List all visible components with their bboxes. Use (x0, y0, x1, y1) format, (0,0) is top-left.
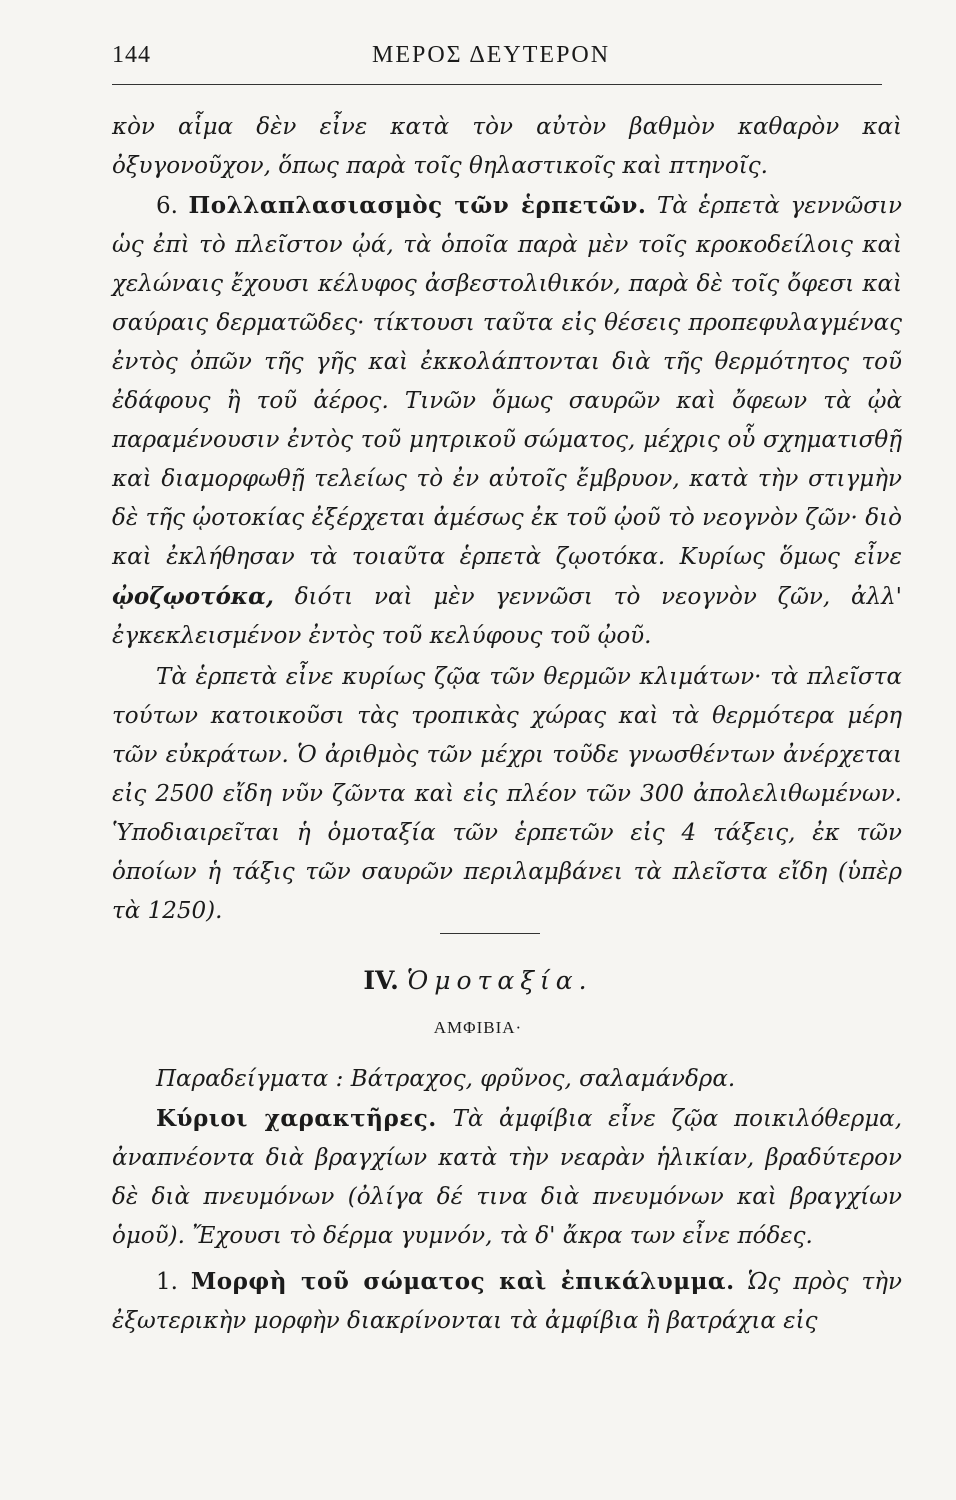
paragraph-examples (112, 1060, 902, 1099)
reproduction-text: Τὰ ἑρπετὰ γεννῶσιν ὡς ἐπὶ τὸ πλεῖστον ᾠά, τὰ ὁποῖα παρὰ μὲν τοῖς κροκοδείλοις καὶ χελώναις ἔχουσι κέλυφος ἀσβεστολιθικόν, παρὰ δὲ τοῖς ὄφεσι καὶ σαύραις δερματῶδες· τίκτουσι ταῦτα εἰς θέσεις προπεφυλαγμένας ἐντὸς ὀπῶν τῆς γῆς καὶ ἐκκολάπτονται διὰ τῆς θερμότητος τοῦ ἐδάφους ἢ τοῦ ἀέρος. Τινῶν ὅμως σαυρῶν καὶ ὄφεων τὰ ᾠὰ παραμένουσιν ἐντὸς τοῦ μητρικοῦ σώματος, μέχρις οὗ σχηματισθῇ καὶ διαμορφωθῇ τελείως τὸ ἐν αὐτοῖς ἔμβρυον, κατὰ τὴν στιγμὴν δὲ τῆς ᾠοτοκίας ἐξέρχεται ἀμέσως ἐκ τοῦ ᾠοῦ τὸ νεογνὸν ζῶν· διὸ καὶ ἐκλήθησαν τὰ τοιαῦτα ἑρπετὰ ζῳοτόκα. Κυρίως ὅμως εἶνε (112, 193, 903, 570)
page-number: 144 (112, 42, 151, 68)
morphology-number: 1. (156, 1269, 178, 1295)
ovoviviparous-term: ᾠοζῳοτόκα, (112, 583, 274, 610)
paragraph-characteristics (112, 1099, 902, 1256)
paragraph-number: 6. (156, 193, 178, 219)
amphibia-text-block (112, 1060, 902, 1256)
reptiles-text-block (112, 108, 902, 656)
running-head: ΜΕΡΟΣ ΔΕΥΤΕΡΟΝ (372, 42, 611, 68)
reproduction-text-tail: διότι ναὶ μὲν γεννῶσι τὸ νεογνὸν ζῶν, ἀλλ' ἐγκεκλεισμένον ἐντὸς τοῦ κελύφους τοῦ ᾠοῦ. (112, 584, 902, 649)
examples-text: Βάτραχος, φρῦνος, σαλαμάνδρα. (350, 1066, 736, 1092)
page-header (112, 42, 902, 82)
paragraph-blood: κὸν αἷμα δὲν εἶνε κατὰ τὸν αὐτὸν βαθμὸν καθαρὸν καὶ ὀξυγονοῦχον, ὅπως παρὰ τοῖς θηλαστικοῖς καὶ πτηνοῖς. (112, 114, 902, 179)
paragraph-reproduction (112, 186, 902, 656)
characteristics-text: Τὰ ἀμφίβια εἶνε ζῷα ποικιλόθερμα, ἀναπνέοντα διὰ βραγχίων κατὰ τὴν νεαρὰν ἡλικίαν, βραδύτερον δὲ διὰ πνευμόνων (ὀλίγα δέ τινα διὰ πνευμόνων καὶ βραγχίων ὁμοῦ). Ἔχουσι τὸ δέρμα γυμνόν, τὰ δ' ἄκρα των εἶνε πόδες. (112, 1106, 903, 1249)
morphology-text-block (112, 1262, 902, 1341)
section-subtitle: ΑΜΦΙΒΙΑ· (433, 1018, 523, 1037)
examples-label: Παραδείγματα : (156, 1066, 344, 1092)
section-numeral: IV. (363, 966, 399, 995)
characteristics-heading: Κύριοι χαρακτῆρες. (156, 1105, 437, 1132)
section-heading-reproduction: Πολλαπλασιασμὸς τῶν ἑρπετῶν. (188, 192, 647, 219)
paragraph-distribution: Τὰ ἑρπετὰ εἶνε κυρίως ζῷα τῶν θερμῶν κλιμάτων· τὰ πλεῖστα τούτων κατοικοῦσι τὰς τροπικὰς χώρας καὶ τὰ θερμότερα μέρη τῶν εὐκράτων. Ὁ ἀριθμὸς τῶν μέχρι τοῦδε γνωσθέντων ἀνέρχεται εἰς 2500 εἴδη νῦν ζῶντα καὶ εἰς πλέον τῶν 300 ἀπολελιθωμένων. Ὑποδιαιρεῖται ἡ ὁμοταξία τῶν ἑρπετῶν εἰς 4 τάξεις, ἐκ τῶν ὁποίων ἡ τάξις τῶν σαυρῶν περιλαμβάνει τὰ πλεῖστα εἴδη (ὑπὲρ τὰ 1250). (112, 664, 902, 924)
distribution-text-block (112, 658, 902, 931)
paragraph-morphology (112, 1262, 902, 1341)
section-divider (440, 933, 540, 934)
morphology-text: Ὡς πρὸς τὴν ἐξωτερικὴν μορφὴν διακρίνονται τὰ ἀμφίβια ἢ βατράχια εἰς (112, 1269, 903, 1334)
section-title: Ὁμοταξία. (406, 966, 593, 995)
morphology-heading: Μορφὴ τοῦ σώματος καὶ ἐπικάλυμμα. (190, 1268, 735, 1295)
header-rule (112, 84, 882, 85)
section-heading (0, 966, 956, 995)
